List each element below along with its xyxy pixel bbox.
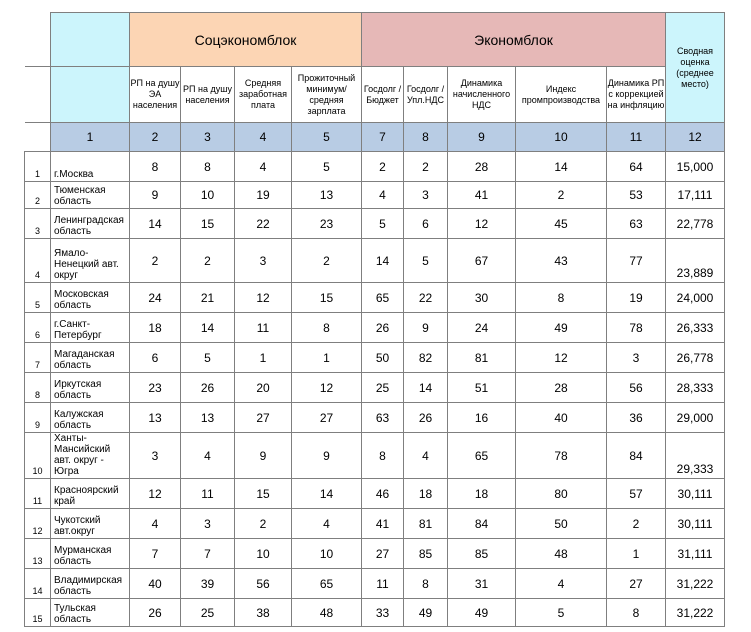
rank-cell: 7	[130, 539, 181, 569]
rank-cell: 13	[292, 182, 362, 209]
region-name: Тульская область	[51, 599, 130, 627]
column-number: 4	[235, 123, 292, 152]
rank-cell: 15	[235, 479, 292, 509]
table-row	[25, 283, 725, 313]
rank-cell: 85	[404, 539, 448, 569]
rank-cell: 38	[235, 599, 292, 627]
rank-cell: 53	[607, 182, 666, 209]
blank-corner	[25, 123, 51, 152]
rank-cell: 56	[607, 373, 666, 403]
rank-cell: 4	[292, 509, 362, 539]
rank-cell: 40	[130, 569, 181, 599]
table-row	[25, 599, 725, 627]
group-header-socio: Соцэкономблок	[130, 13, 362, 67]
column-number: 12	[666, 123, 725, 152]
region-name: Иркутская область	[51, 373, 130, 403]
row-number: 15	[25, 599, 51, 627]
header-region-blank	[51, 13, 130, 67]
rank-cell: 85	[448, 539, 516, 569]
rank-cell: 5	[404, 239, 448, 283]
rank-cell: 9	[130, 182, 181, 209]
summary-score: 29,000	[666, 403, 725, 433]
rank-cell: 12	[292, 373, 362, 403]
rank-cell: 30	[448, 283, 516, 313]
rank-cell: 11	[181, 479, 235, 509]
table-row	[25, 539, 725, 569]
rank-cell: 57	[607, 479, 666, 509]
rank-cell: 51	[448, 373, 516, 403]
row-number: 8	[25, 373, 51, 403]
rank-cell: 67	[448, 239, 516, 283]
table-row	[25, 509, 725, 539]
blank-corner	[25, 67, 51, 123]
rank-cell: 8	[130, 152, 181, 182]
rank-cell: 3	[235, 239, 292, 283]
rank-cell: 65	[292, 569, 362, 599]
rank-cell: 18	[130, 313, 181, 343]
rank-cell: 25	[362, 373, 404, 403]
rank-cell: 18	[404, 479, 448, 509]
rank-cell: 14	[516, 152, 607, 182]
region-name: г.Санкт-Петербург	[51, 313, 130, 343]
row-number: 5	[25, 283, 51, 313]
column-number: 5	[292, 123, 362, 152]
rank-cell: 12	[448, 209, 516, 239]
rank-cell: 6	[130, 343, 181, 373]
rank-cell: 4	[181, 433, 235, 479]
rank-cell: 46	[362, 479, 404, 509]
rank-cell: 19	[235, 182, 292, 209]
summary-score: 31,222	[666, 569, 725, 599]
rank-cell: 8	[292, 313, 362, 343]
rank-cell: 5	[292, 152, 362, 182]
rank-cell: 5	[362, 209, 404, 239]
rank-cell: 50	[516, 509, 607, 539]
blank-corner	[25, 13, 51, 67]
column-number: 3	[181, 123, 235, 152]
rank-cell: 2	[235, 509, 292, 539]
row-number: 9	[25, 403, 51, 433]
column-header: РП на душу ЭА населения	[130, 67, 181, 123]
rank-cell: 56	[235, 569, 292, 599]
rank-cell: 13	[130, 403, 181, 433]
rank-cell: 27	[362, 539, 404, 569]
rank-cell: 19	[607, 283, 666, 313]
column-header: Индекс промпроизводства	[516, 67, 607, 123]
region-name: г.Москва	[51, 152, 130, 182]
column-header: Прожиточный минимум/ средняя зарплата	[292, 67, 362, 123]
column-number: 11	[607, 123, 666, 152]
rank-cell: 24	[448, 313, 516, 343]
rank-cell: 49	[516, 313, 607, 343]
rank-cell: 14	[130, 209, 181, 239]
column-number: 8	[404, 123, 448, 152]
summary-score: 28,333	[666, 373, 725, 403]
rank-cell: 9	[292, 433, 362, 479]
rank-cell: 48	[516, 539, 607, 569]
rank-cell: 4	[404, 433, 448, 479]
rank-cell: 78	[516, 433, 607, 479]
rank-cell: 39	[181, 569, 235, 599]
rank-cell: 11	[362, 569, 404, 599]
rank-cell: 43	[516, 239, 607, 283]
summary-score: 30,111	[666, 479, 725, 509]
rank-cell: 4	[235, 152, 292, 182]
rank-cell: 81	[448, 343, 516, 373]
rank-cell: 15	[181, 209, 235, 239]
row-number: 14	[25, 569, 51, 599]
region-name: Владимирская область	[51, 569, 130, 599]
rank-cell: 26	[181, 373, 235, 403]
table-row	[25, 569, 725, 599]
header-region-blank	[51, 67, 130, 123]
rank-cell: 3	[607, 343, 666, 373]
rank-cell: 49	[448, 599, 516, 627]
rank-cell: 36	[607, 403, 666, 433]
rank-cell: 23	[292, 209, 362, 239]
summary-score: 31,222	[666, 599, 725, 627]
rank-cell: 2	[404, 152, 448, 182]
column-number: 9	[448, 123, 516, 152]
summary-header: Сводная оценка (среднее место)	[666, 13, 725, 123]
rank-cell: 2	[292, 239, 362, 283]
rank-cell: 3	[130, 433, 181, 479]
summary-score: 30,111	[666, 509, 725, 539]
rank-cell: 10	[181, 182, 235, 209]
table-row	[25, 313, 725, 343]
rank-cell: 48	[292, 599, 362, 627]
rank-cell: 80	[516, 479, 607, 509]
row-number: 10	[25, 433, 51, 479]
rank-cell: 33	[362, 599, 404, 627]
table-row	[25, 152, 725, 182]
column-number: 2	[130, 123, 181, 152]
rank-cell: 15	[292, 283, 362, 313]
table-row	[25, 209, 725, 239]
summary-score: 24,000	[666, 283, 725, 313]
rank-cell: 26	[404, 403, 448, 433]
row-number: 11	[25, 479, 51, 509]
group-header-econ: Экономблок	[362, 13, 666, 67]
row-number: 12	[25, 509, 51, 539]
rank-cell: 8	[362, 433, 404, 479]
rank-cell: 22	[235, 209, 292, 239]
ranking-table	[24, 12, 725, 627]
rank-cell: 22	[404, 283, 448, 313]
region-name: Красноярский край	[51, 479, 130, 509]
rank-cell: 65	[448, 433, 516, 479]
rank-cell: 23	[130, 373, 181, 403]
region-name: Тюменская область	[51, 182, 130, 209]
rank-cell: 8	[607, 599, 666, 627]
rank-cell: 14	[181, 313, 235, 343]
rank-cell: 14	[362, 239, 404, 283]
column-header: Средняя заработная плата	[235, 67, 292, 123]
rank-cell: 5	[181, 343, 235, 373]
rank-cell: 26	[362, 313, 404, 343]
rank-cell: 16	[448, 403, 516, 433]
rank-cell: 26	[130, 599, 181, 627]
rank-cell: 12	[235, 283, 292, 313]
column-header: Госдолг / Упл.НДС	[404, 67, 448, 123]
rank-cell: 8	[516, 283, 607, 313]
row-number: 6	[25, 313, 51, 343]
rank-cell: 20	[235, 373, 292, 403]
rank-cell: 27	[607, 569, 666, 599]
rank-cell: 50	[362, 343, 404, 373]
rank-cell: 4	[130, 509, 181, 539]
region-name: Московская область	[51, 283, 130, 313]
rank-cell: 45	[516, 209, 607, 239]
rank-cell: 14	[404, 373, 448, 403]
rank-cell: 14	[292, 479, 362, 509]
summary-score: 15,000	[666, 152, 725, 182]
row-number: 3	[25, 209, 51, 239]
rank-cell: 2	[362, 152, 404, 182]
rank-cell: 12	[516, 343, 607, 373]
rank-cell: 5	[516, 599, 607, 627]
table-row	[25, 239, 725, 283]
column-header: РП на душу населения	[181, 67, 235, 123]
table-row	[25, 403, 725, 433]
row-number: 13	[25, 539, 51, 569]
rank-cell: 4	[516, 569, 607, 599]
rank-cell: 10	[292, 539, 362, 569]
rank-cell: 40	[516, 403, 607, 433]
column-number: 10	[516, 123, 607, 152]
rank-cell: 7	[181, 539, 235, 569]
table-row	[25, 343, 725, 373]
column-header: Госдолг / Бюджет	[362, 67, 404, 123]
rank-cell: 12	[130, 479, 181, 509]
summary-score: 23,889	[666, 239, 725, 283]
region-name: Магаданская область	[51, 343, 130, 373]
region-name: Калужская область	[51, 403, 130, 433]
summary-score: 26,333	[666, 313, 725, 343]
rank-cell: 25	[181, 599, 235, 627]
rank-cell: 18	[448, 479, 516, 509]
rank-cell: 28	[516, 373, 607, 403]
rank-cell: 2	[607, 509, 666, 539]
summary-score: 22,778	[666, 209, 725, 239]
rank-cell: 27	[292, 403, 362, 433]
rank-cell: 1	[235, 343, 292, 373]
table-row	[25, 433, 725, 479]
rank-cell: 6	[404, 209, 448, 239]
rank-cell: 78	[607, 313, 666, 343]
summary-score: 26,778	[666, 343, 725, 373]
rank-cell: 27	[235, 403, 292, 433]
rank-cell: 1	[292, 343, 362, 373]
rank-cell: 2	[516, 182, 607, 209]
rank-cell: 10	[235, 539, 292, 569]
rank-cell: 8	[404, 569, 448, 599]
region-name: Ханты-Мансийский авт. округ - Югра	[51, 433, 130, 479]
rank-cell: 2	[181, 239, 235, 283]
rank-cell: 82	[404, 343, 448, 373]
row-number: 1	[25, 152, 51, 182]
table-row	[25, 182, 725, 209]
rank-cell: 9	[235, 433, 292, 479]
row-number: 4	[25, 239, 51, 283]
rank-cell: 41	[362, 509, 404, 539]
row-number: 7	[25, 343, 51, 373]
column-header: Динамика РП с коррекцией на инфляцию	[607, 67, 666, 123]
column-header: Динамика начисленного НДС	[448, 67, 516, 123]
rank-cell: 3	[181, 509, 235, 539]
rank-cell: 3	[404, 182, 448, 209]
column-number: 1	[51, 123, 130, 152]
rank-cell: 24	[130, 283, 181, 313]
rank-cell: 63	[607, 209, 666, 239]
rank-cell: 81	[404, 509, 448, 539]
rank-cell: 13	[181, 403, 235, 433]
rank-cell: 8	[181, 152, 235, 182]
region-name: Ямало-Ненецкий авт. округ	[51, 239, 130, 283]
summary-score: 29,333	[666, 433, 725, 479]
rank-cell: 41	[448, 182, 516, 209]
rank-cell: 11	[235, 313, 292, 343]
region-name: Ленинградская область	[51, 209, 130, 239]
rank-cell: 65	[362, 283, 404, 313]
rank-cell: 21	[181, 283, 235, 313]
summary-score: 31,111	[666, 539, 725, 569]
rank-cell: 2	[130, 239, 181, 283]
region-name: Чукотский авт.округ	[51, 509, 130, 539]
row-number: 2	[25, 182, 51, 209]
rank-cell: 31	[448, 569, 516, 599]
column-number: 7	[362, 123, 404, 152]
summary-score: 17,111	[666, 182, 725, 209]
rank-cell: 4	[362, 182, 404, 209]
table-row	[25, 373, 725, 403]
rank-cell: 77	[607, 239, 666, 283]
rank-cell: 1	[607, 539, 666, 569]
rank-cell: 9	[404, 313, 448, 343]
rank-cell: 84	[448, 509, 516, 539]
rank-cell: 49	[404, 599, 448, 627]
rank-cell: 28	[448, 152, 516, 182]
rank-cell: 84	[607, 433, 666, 479]
table-row	[25, 479, 725, 509]
rank-cell: 63	[362, 403, 404, 433]
region-name: Мурманская область	[51, 539, 130, 569]
rank-cell: 64	[607, 152, 666, 182]
